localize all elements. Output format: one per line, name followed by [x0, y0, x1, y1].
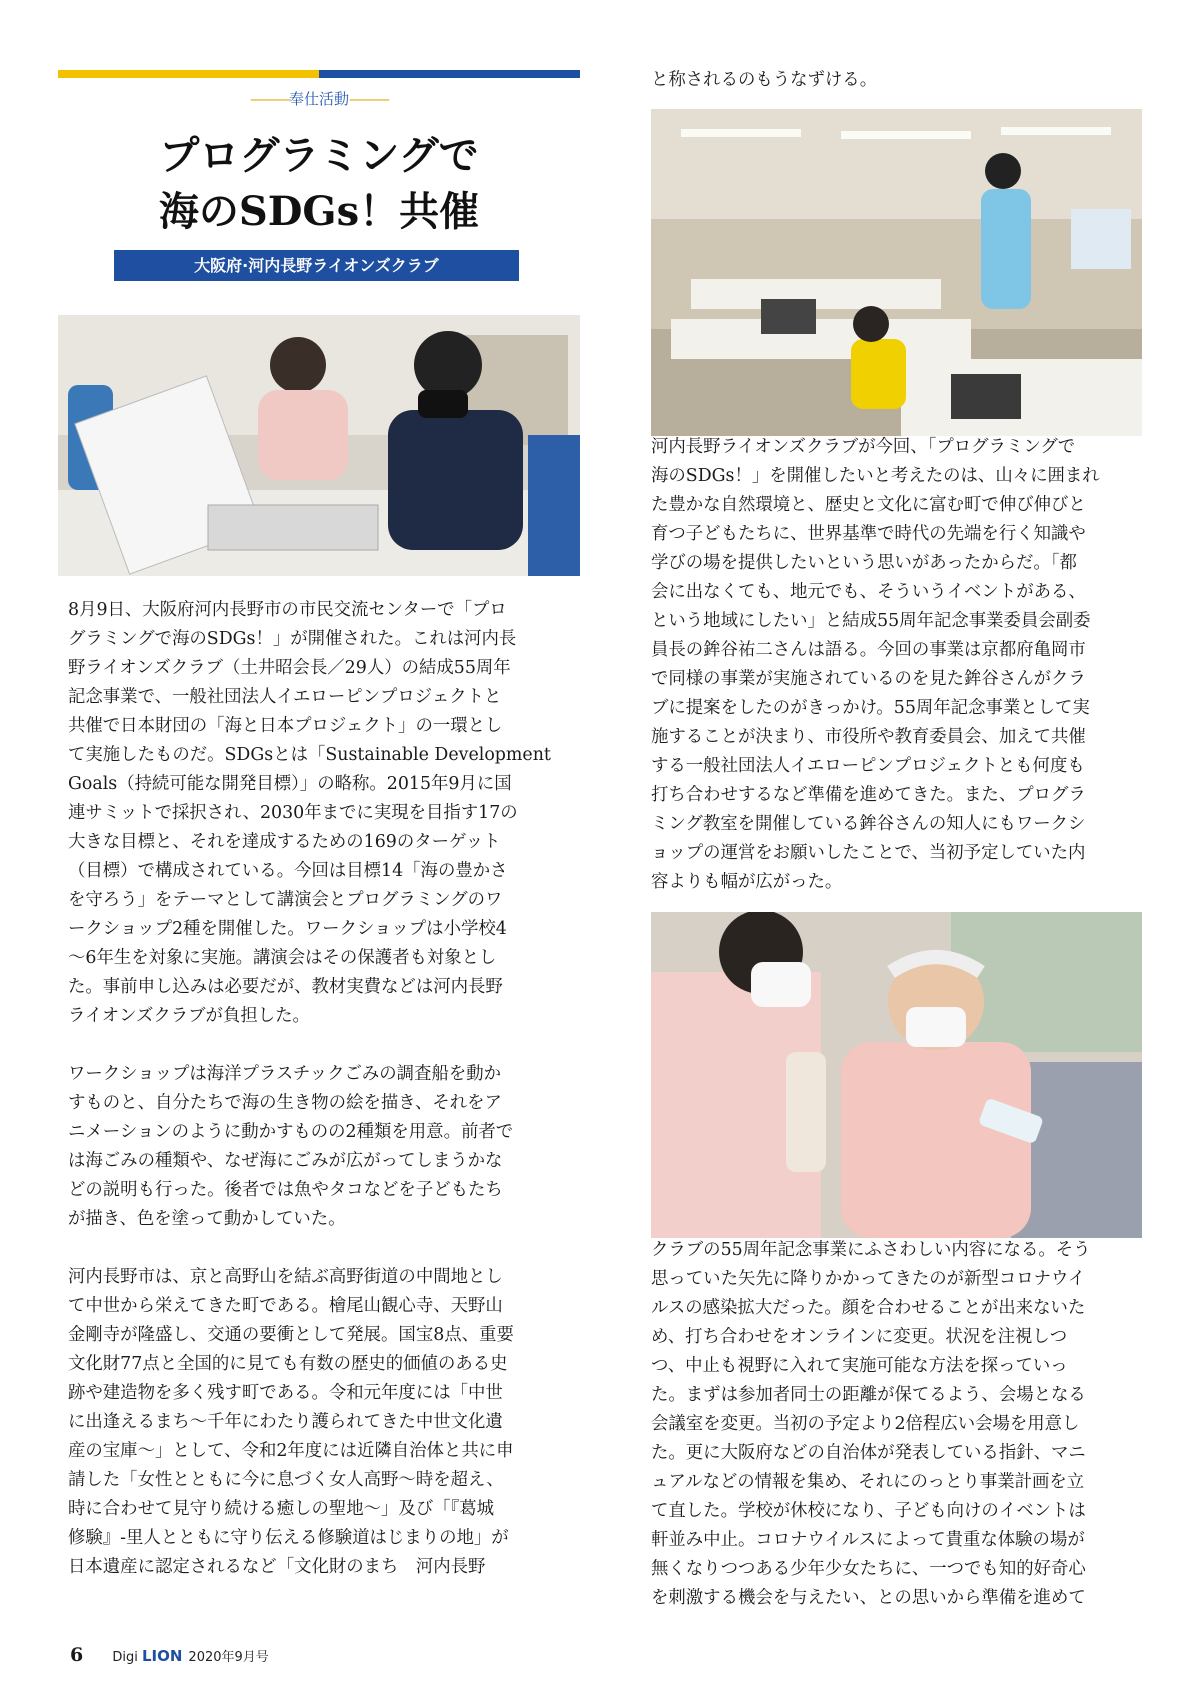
club-name-band: 大阪府·河内長野ライオンズクラブ [114, 250, 519, 281]
photo-boy-with-laptop [58, 315, 580, 576]
photo-classroom [651, 109, 1142, 436]
continued-line: と称されるのもうなずける。 [651, 70, 878, 90]
paragraph-covid-response: クラブの55周年記念事業にふさわしい内容になる。そう 思っていた矢先に降りかかってきたのが新型コロナウイ ルスの感染拡大だった。顔を合わせることが出来ないた め、打ち合わせをオンラインに変更。状況を注視しつ つ、中止も視野に入れて実施可能な方法を探っていっ た。まずは参加者同士の距離が保てるよう、会場となる 会議室を変更。当初の予定より2倍程広い会場を用意し た。更に大阪府などの自治体が発表している指針、マニ ュアルなどの情報を集め、それにのっとり事業計画を立 て直した。学校が休校になり、子ども向けのイベントは 軒並み中止。コロナウイルスによって貴重な体験の場が 無くなりつつある少年少女たちに、一つでも知的好奇心 を刺激する機会を与えたい、との思いから準備を進めて [651, 1240, 1091, 1608]
magazine-name: Digi LION 2020年9月号 [112, 1647, 269, 1665]
issue-date: 2020年9月号 [188, 1650, 269, 1665]
paragraph-motivation: 河内長野ライオンズクラブが今回、「プログラミングで 海のSDGs！」を開催したいと考えたのは、山々に囲まれ た豊かな自然環境と、歴史と文化に富む町で伸び伸びと 育つ子どもたちに、世界基準で時代の先端を行く知識や 学びの場を提供したいという思いがあったからだ。「都 会に出なくても、地元でも、そういうイベントがある、 という地域にしたい」と結成55周年記念事業委員会副委 員長の鉾谷祐二さんは語る。今回の事業は京都府亀岡市 で同様の事業が実施されているのを見た鉾谷さんがクラ ブに提案をしたのがきっかけ。55周年記念事業として実 施することが決まり、市役所や教育委員会、加えて共催 する一般社団法人イエローピンプロジェクトとも何度も 打ち合わせするなど準備を進めてきた。また、プログラ ミング教室を開催している鉾谷さんの知人にもワークシ ョップの運営をお願いしたことで、当初予定していた内 容よりも幅が広がった。 [651, 437, 1100, 892]
right-column-text-2 [651, 1236, 1143, 1613]
category-label: ———奉仕活動——— [249, 90, 388, 108]
paragraph-city-history: 河内長野市は、京と高野山を結ぶ高野街道の中間地とし て中世から栄えてきた町である。檜尾山観心寺、天野山 金剛寺が隆盛し、交通の要衝として発展。国宝8点、重要 文化財77点と全国的に見ても有数の歴史的価値のある史 跡や建造物を多く残す町である。令和元年度には「中世 に出逢えるまち～千年にわたり護られてきた中世文化遺 産の宝庫～」として、令和2年度には近隣自治体と共に申 請した「女性とともに今に息づく女人高野～時を超え、 時に合わせて見守り続ける癒しの聖地～」及び「『葛城 修験』-里人とともに守り伝える修験道はじまりの地」が 日本遺産に認定されるなど「文化財のまち 河内長野 [68, 1267, 514, 1577]
photo-temperature-check [651, 912, 1142, 1238]
header-color-bar [58, 70, 580, 78]
paragraph-event-overview: 8月9日、大阪府河内長野市の市民交流センターで「プロ グラミングで海のSDGs！」が開催された。これは河内長 野ライオンズクラブ（土井昭会長／29人）の結成55周年 記念事業で、一般社団法人イエローピンプロジェクトと 共催で日本財団の「海と日本プロジェクト」の一環とし て実施したものだ。SDGsとは「Sustainable Development Goals（持続可能な開発目標）」の略称。2015年9月に国 連サミットで採択され、2030年までに実現を目指す17の 大きな目標と、それを達成するための169のターゲット （目標）で構成されている。今回は目標14「海の豊かさ を守ろう」をテーマとして講演会とプログラミングのワ ークショップ2種を開催した。ワークショップは小学校4 ～6年生を対象に実施。講演会はその保護者も対象とし た。事前申し込みは必要だが、教材実費などは河内長野 ライオンズクラブが負担した。 [68, 600, 551, 1026]
right-column-text-1 [651, 433, 1143, 897]
left-column-text [68, 596, 568, 1582]
page-number: 6 [70, 1644, 84, 1666]
article-title [58, 128, 580, 240]
title-line-1: プログラミングで [159, 132, 479, 179]
paragraph-workshop: ワークショップは海洋プラスチックごみの調査船を動か すものと、自分たちで海の生き物の絵を描き、それをア ニメーションのように動かすものの2種類を用意。前者で は海ごみの種類や、なぜ海にごみが広がってしまうかな どの説明も行った。後者では魚やタコなどを子どもたち が描き、色を塗って動かしていた。 [68, 1064, 514, 1229]
page-footer [70, 1644, 269, 1666]
title-line-2: 海のSDGs！共催 [158, 188, 480, 235]
